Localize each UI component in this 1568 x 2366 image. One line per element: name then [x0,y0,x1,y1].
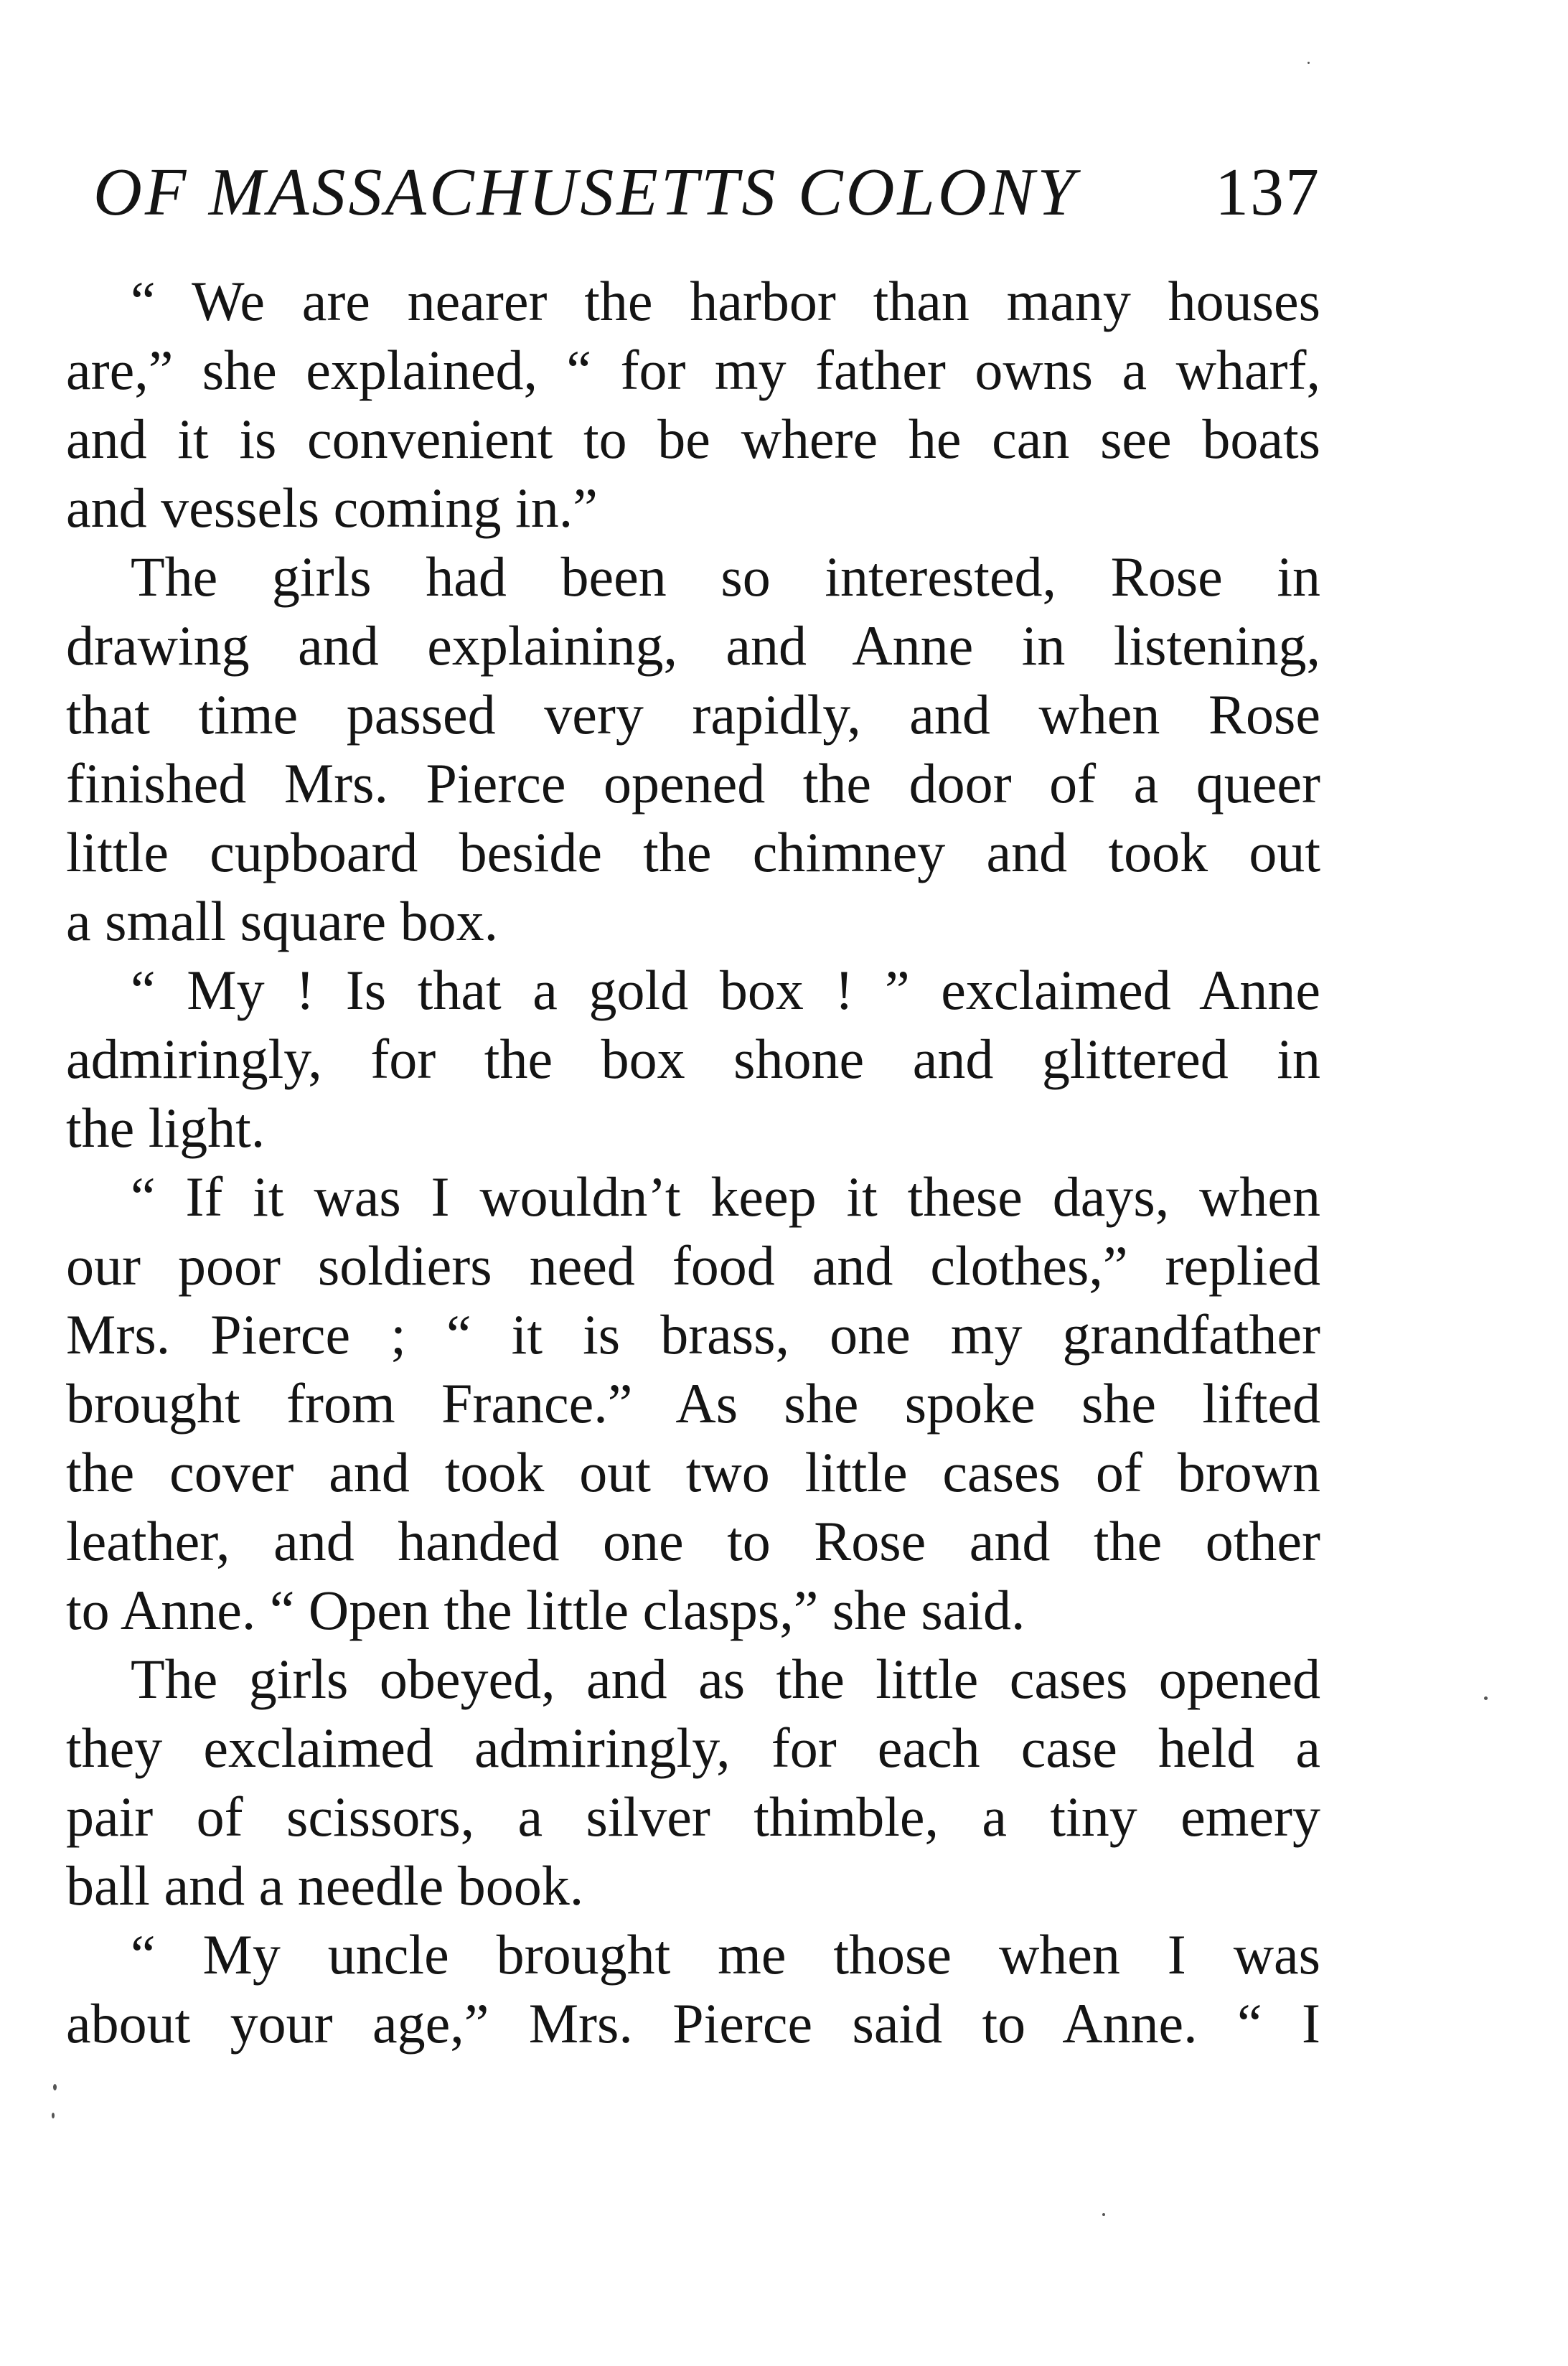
text-line: little cupboard beside the chimney and took out [66,821,1320,883]
print-speck [1102,2213,1105,2216]
text-line: The girls had been so interested, Rose in [131,545,1320,608]
text-line: about your age,” Mrs. Pierce said to Anne. “ I [66,1992,1320,2055]
text-line: The girls obeyed, and as the little cases opened [131,1648,1320,1710]
text-line: they exclaimed admiringly, for each case held a [66,1717,1320,1779]
text-line: brought from France.” As she spoke she lifted [66,1372,1320,1435]
page-number: 137 [1215,155,1320,230]
text-line: Mrs. Pierce ; “ it is brass, one my grandfather [66,1303,1320,1366]
print-speck [52,2113,55,2118]
print-speck [53,2084,57,2090]
running-head-title: OF MASSACHUSETTS COLONY [93,155,1078,230]
text-line: ball and a needle book. [66,1854,584,1917]
print-speck [1484,1696,1488,1700]
print-speck [1308,62,1310,64]
text-line: drawing and explaining, and Anne in listening, [66,614,1320,677]
text-line: finished Mrs. Pierce opened the door of a queer [66,752,1320,815]
text-line: and it is convenient to be where he can see boats [66,408,1320,470]
text-line: a small square box. [66,890,499,952]
text-line: pair of scissors, a silver thimble, a tiny emery [66,1785,1320,1848]
text-line: leather, and handed one to Rose and the other [66,1510,1320,1572]
text-line: that time passed very rapidly, and when Rose [66,683,1320,746]
text-line: the cover and took out two little cases of brown [66,1441,1320,1503]
text-line: the light. [66,1097,266,1159]
text-line: to Anne. “ Open the little clasps,” she said. [66,1579,1025,1641]
text-line: our poor soldiers need food and clothes,” replied [66,1234,1320,1297]
text-line: admiringly, for the box shone and glittered in [66,1028,1320,1090]
text-line: “ We are nearer the harbor than many houses [131,270,1320,332]
text-line: “ My ! Is that a gold box ! ” exclaimed Anne [131,959,1320,1021]
text-line: “ My uncle brought me those when I was [131,1923,1320,1986]
body-text [66,267,1320,2058]
text-line: are,” she explained, “ for my father owns a wharf, [66,339,1320,401]
text-line: and vessels coming in.” [66,477,598,539]
text-line: “ If it was I wouldn’t keep it these days, when [131,1165,1320,1228]
